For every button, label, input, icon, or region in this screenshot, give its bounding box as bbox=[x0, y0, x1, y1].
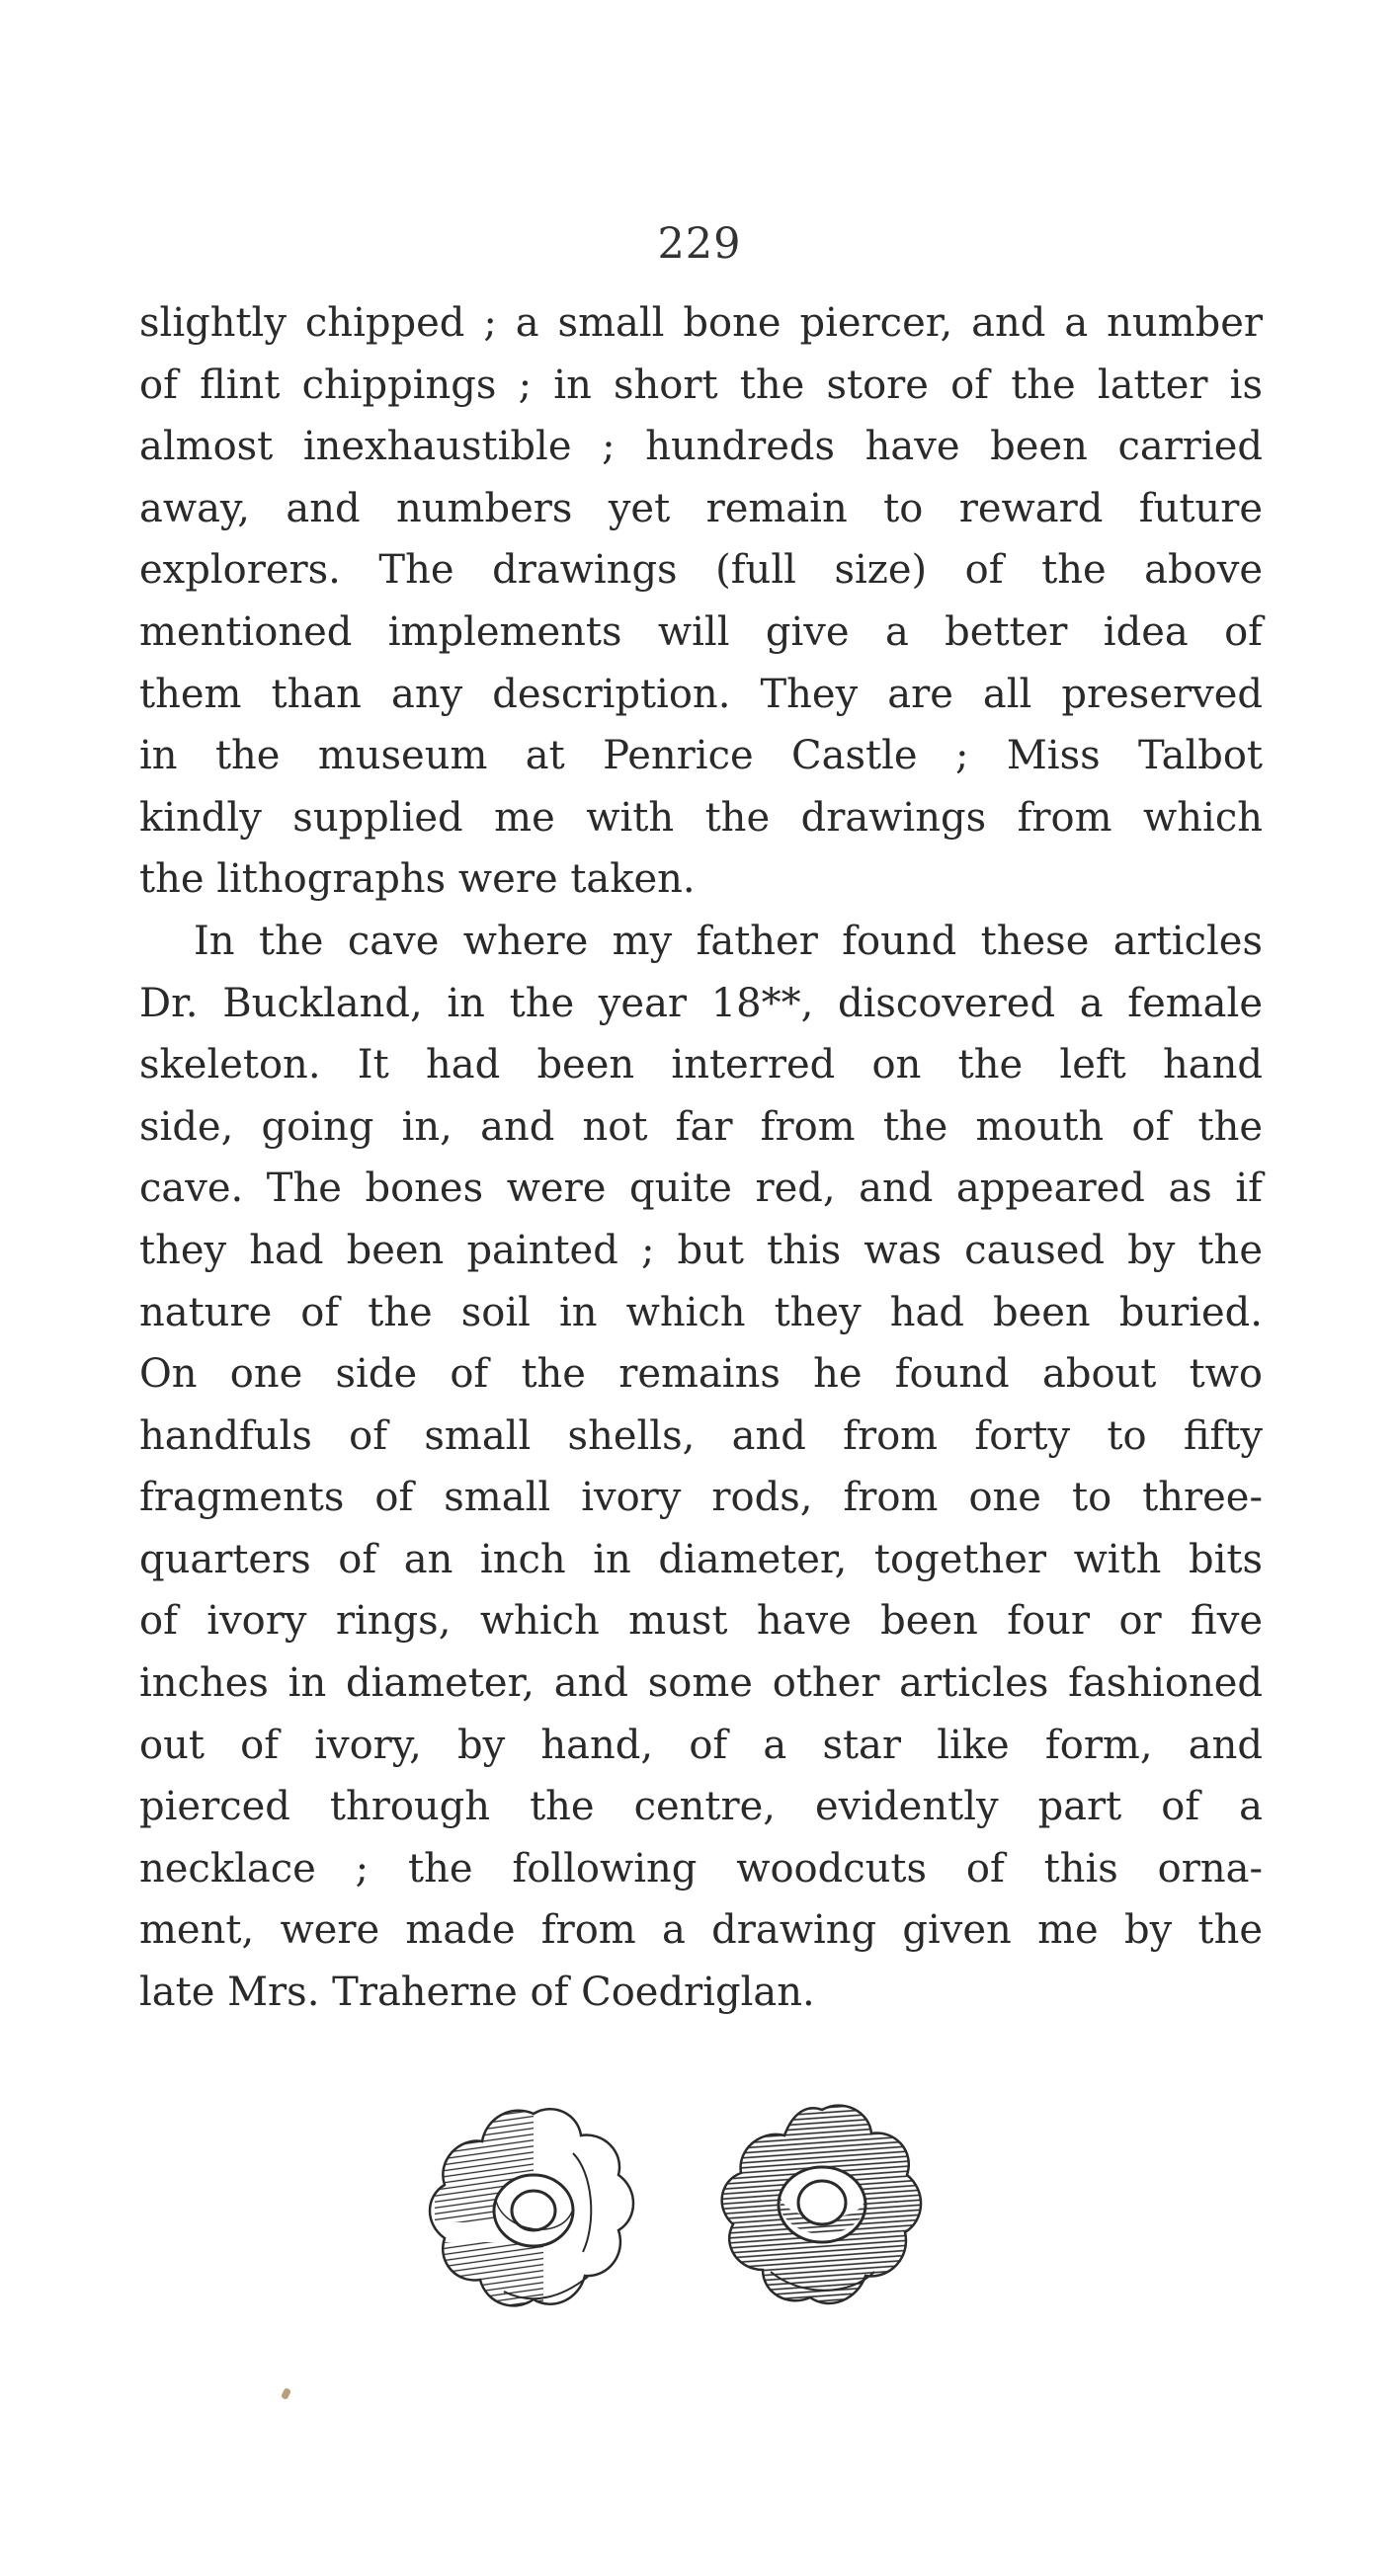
text-line: On one side of the remains he found about two bbox=[139, 1351, 1263, 1398]
text-line: explorers. The drawings (full size) of the above bbox=[139, 547, 1263, 594]
text-line: necklace ; the following woodcuts of this orna- bbox=[139, 1845, 1263, 1892]
page-number: 229 bbox=[657, 219, 742, 269]
text-line: pierced through the centre, evidently part of a bbox=[139, 1784, 1263, 1830]
text-line: Dr. Buckland, in the year 18**, discovered a female bbox=[139, 980, 1263, 1026]
text-line: out of ivory, by hand, of a star like form, and bbox=[139, 1722, 1263, 1768]
text-line: quarters of an inch in diameter, together with bits bbox=[139, 1536, 1263, 1582]
text-line: nature of the soil in which they had been buried. bbox=[139, 1289, 1263, 1335]
ornament-woodcut-left bbox=[415, 2094, 652, 2331]
text-line: of ivory rings, which must have been four or five bbox=[139, 1598, 1263, 1645]
text-line: In the cave where my father found these articles bbox=[194, 918, 1263, 964]
ornament-woodcut-right bbox=[701, 2094, 939, 2331]
text-line: handfuls of small shells, and from forty to fifty bbox=[139, 1412, 1263, 1459]
text-line: inches in diameter, and some other articles fashioned bbox=[139, 1660, 1263, 1707]
text-line: side, going in, and not far from the mouth of the bbox=[139, 1103, 1263, 1150]
text-line: cave. The bones were quite red, and appeared as if bbox=[139, 1166, 1263, 1212]
paper-speck bbox=[281, 2387, 291, 2400]
text-line: they had been painted ; but this was caused by the bbox=[139, 1227, 1263, 1273]
text-line: away, and numbers yet remain to reward future bbox=[139, 485, 1263, 531]
text-line: fragments of small ivory rods, from one to three- bbox=[139, 1475, 1263, 1521]
text-line: kindly supplied me with the drawings from which bbox=[139, 794, 1263, 841]
text-line: skeleton. It had been interred on the left hand bbox=[139, 1042, 1263, 1088]
text-line: late Mrs. Traherne of Coedriglan. bbox=[139, 1970, 815, 2016]
text-line: slightly chipped ; a small bone piercer, and a number bbox=[139, 300, 1263, 346]
text-line: almost inexhaustible ; hundreds have been carried bbox=[139, 424, 1263, 470]
text-line: of flint chippings ; in short the store of the latter is bbox=[139, 362, 1263, 408]
woodcut-figure bbox=[415, 2094, 968, 2331]
text-line: mentioned implements will give a better idea of bbox=[139, 608, 1263, 655]
text-line: in the museum at Penrice Castle ; Miss Talbot bbox=[139, 733, 1263, 779]
text-line: them than any description. They are all preserved bbox=[139, 671, 1263, 717]
text-line: the lithographs were taken. bbox=[139, 856, 696, 903]
body-text bbox=[139, 292, 1263, 2024]
text-line: ment, were made from a drawing given me by the bbox=[139, 1907, 1263, 1954]
